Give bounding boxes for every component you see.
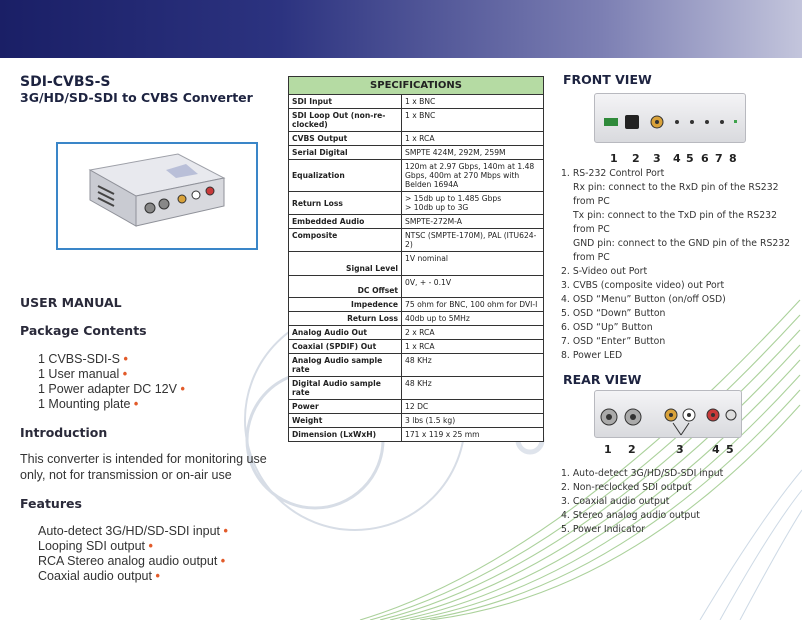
table-row: CVBS Output 1 x RCA (289, 132, 544, 146)
table-row: DC Offset 0V, + - 0.1V (289, 276, 544, 298)
list-item: 5. Power Indicator (561, 524, 645, 535)
rear-view-list (561, 467, 797, 537)
table-row: Return Loss 40db up to 5MHz (289, 312, 544, 326)
features-heading: Features (20, 496, 82, 511)
rear-panel-image (594, 390, 742, 438)
table-row: SDI Input 1 x BNC (289, 95, 544, 109)
table-row: Serial Digital SMPTE 424M, 292M, 259M (289, 146, 544, 160)
list-item: Auto-detect 3G/HD/SD-SDI input • (38, 524, 228, 538)
table-row: Weight 3 lbs (1.5 kg) (289, 414, 544, 428)
list-item: 5. OSD “Down” Button (561, 308, 666, 319)
rear-view-heading: REAR VIEW (563, 372, 642, 387)
front-number-labels: 1 2 3 4 5 6 7 8 (610, 152, 737, 165)
product-subtitle: 3G/HD/SD-SDI to CVBS Converter (20, 90, 253, 105)
table-row: Embedded Audio SMPTE-272M-A (289, 215, 544, 229)
list-item: 1. RS-232 Control Port (561, 168, 665, 179)
table-row: Return Loss > 15db up to 1.485 Gbps > 10db up to 3G (289, 192, 544, 215)
table-row: Equalization 120m at 2.97 Gbps, 140m at 1.48 Gbps, 400m at 270 Mbps with Belden 1694A (289, 160, 544, 192)
front-view-list (561, 167, 797, 363)
front-view-heading: FRONT VIEW (563, 72, 652, 87)
specifications-table (288, 76, 544, 442)
list-item: 2. S-Video out Port (561, 266, 648, 277)
product-photo (56, 142, 258, 250)
list-item: 2. Non-reclocked SDI output (561, 482, 692, 493)
user-manual-heading: USER MANUAL (20, 295, 122, 310)
list-item: Looping SDI output • (38, 539, 153, 553)
list-item: 1 Mounting plate • (38, 397, 139, 411)
product-model: SDI-CVBS-S (20, 74, 111, 90)
list-item: GND pin: connect to the GND pin of the RS232 from PC (573, 238, 791, 263)
list-item: 4. Stereo analog audio output (561, 510, 700, 521)
list-item: Coaxial audio output • (38, 569, 160, 583)
list-item: Tx pin: connect to the TxD pin of the RS232 from PC (573, 210, 777, 235)
front-panel-drawing (595, 94, 747, 144)
introduction-text: This converter is intended for monitoring use only, not for transmission or on-air use (20, 452, 267, 482)
list-item: 6. OSD “Up” Button (561, 322, 653, 333)
features-list (38, 524, 228, 584)
list-item: RCA Stereo analog audio output • (38, 554, 226, 568)
header-banner (0, 0, 802, 58)
package-contents-heading: Package Contents (20, 323, 147, 338)
list-item: Rx pin: connect to the RxD pin of the RS232 from PC (573, 182, 779, 207)
front-panel-image (594, 93, 746, 143)
list-item: 3. Coaxial audio output (561, 496, 670, 507)
list-item: 7. OSD “Enter” Button (561, 336, 666, 347)
list-item: 1 User manual • (38, 367, 128, 381)
table-row: Dimension (LxWxH) 171 x 119 x 25 mm (289, 428, 544, 442)
list-item: 3. CVBS (composite video) out Port (561, 280, 725, 291)
table-row: Impedence 75 ohm for BNC, 100 ohm for DVI-I (289, 298, 544, 312)
rear-number-labels: 1 2 3 4 5 (604, 443, 734, 456)
spec-table-header: SPECIFICATIONS (289, 77, 544, 95)
list-item: 4. OSD “Menu” Button (on/off OSD) (561, 294, 726, 305)
table-row: Digital Audio sample rate 48 KHz (289, 377, 544, 400)
table-row: Analog Audio Out 2 x RCA (289, 326, 544, 340)
list-item: 8. Power LED (561, 350, 623, 361)
introduction-heading: Introduction (20, 425, 108, 440)
table-row: Analog Audio sample rate 48 KHz (289, 354, 544, 377)
rear-panel-drawing (595, 391, 743, 439)
list-item: 1. Auto-detect 3G/HD/SD-SDI input (561, 468, 724, 479)
list-item: 1 CVBS-SDI-S • (38, 352, 128, 366)
table-row: SDI Loop Out (non-re-clocked) 1 x BNC (289, 109, 544, 132)
list-item: 1 Power adapter DC 12V • (38, 382, 185, 396)
package-contents-list (38, 352, 185, 412)
table-row: Power 12 DC (289, 400, 544, 414)
table-row: Signal Level 1V nominal (289, 252, 544, 276)
table-row: Composite NTSC (SMPTE-170M), PAL (ITU624-2) (289, 229, 544, 252)
table-row: Coaxial (SPDIF) Out 1 x RCA (289, 340, 544, 354)
converter-device-image (58, 144, 256, 248)
